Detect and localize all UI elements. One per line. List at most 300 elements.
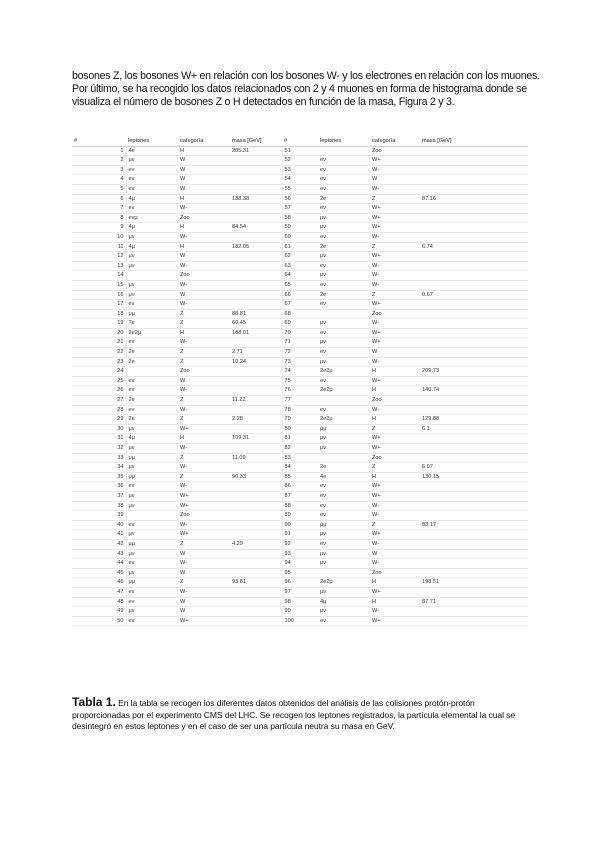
cell-num: 9 xyxy=(72,223,126,233)
cell-mass xyxy=(230,597,282,607)
cell-mass xyxy=(230,405,282,415)
cell-leptons: 4e xyxy=(318,472,370,482)
cell-num: 96 xyxy=(282,578,318,588)
col-header-category-2: categoría xyxy=(370,137,420,146)
cell-category: W+ xyxy=(370,204,420,214)
cell-category: Z xyxy=(370,242,420,252)
cell-category: W+ xyxy=(370,223,420,233)
cell-mass xyxy=(420,232,528,242)
cell-mass: 138.38 xyxy=(230,194,282,204)
cell-num: 92 xyxy=(282,539,318,549)
cell-category: Z xyxy=(178,539,230,549)
cell-mass xyxy=(420,376,528,386)
cell-mass xyxy=(230,568,282,578)
table-caption xyxy=(72,697,532,733)
caption-text: En la tabla se recogen los diferentes datos obtenidos del análisis de las colisiones protón-protón proporcionadas por el experimento CMS del LHC. Se recogen los leptones registrados, la partícula elemental la cual se desintegró en estos leptones y en el caso de ser una partícula neutra su masa en GeV. xyxy=(72,698,516,732)
table-row xyxy=(72,156,528,166)
cell-num: 95 xyxy=(282,568,318,578)
cell-category: W- xyxy=(370,607,420,617)
cell-leptons: μν xyxy=(126,530,178,540)
table-row xyxy=(72,204,528,214)
cell-category: W- xyxy=(178,232,230,242)
cell-num: 39 xyxy=(72,511,126,521)
cell-num: 87 xyxy=(282,491,318,501)
cell-leptons: 2e2μ xyxy=(318,415,370,425)
cell-leptons: μν xyxy=(126,252,178,262)
cell-category: H xyxy=(178,242,230,252)
table-row xyxy=(72,616,528,626)
cell-category: Z xyxy=(178,453,230,463)
cell-category: Z xyxy=(178,396,230,406)
cell-leptons: eν xyxy=(126,386,178,396)
cell-leptons: 2e2μ xyxy=(318,367,370,377)
cell-num: 6 xyxy=(72,194,126,204)
cell-num: 63 xyxy=(282,261,318,271)
cell-num: 4 xyxy=(72,175,126,185)
cell-num: 81 xyxy=(282,434,318,444)
cell-leptons: eν xyxy=(318,175,370,185)
cell-category: Z xyxy=(178,348,230,358)
cell-num: 17 xyxy=(72,300,126,310)
cell-category: Zoo xyxy=(370,146,420,156)
cell-num: 22 xyxy=(72,348,126,358)
cell-category: Z xyxy=(178,578,230,588)
cell-num: 29 xyxy=(72,415,126,425)
cell-mass xyxy=(230,261,282,271)
cell-leptons: μν xyxy=(318,223,370,233)
cell-leptons: eν xyxy=(318,184,370,194)
cell-leptons: μν xyxy=(318,549,370,559)
cell-mass xyxy=(230,184,282,194)
cell-num: 91 xyxy=(282,530,318,540)
cell-num: 31 xyxy=(72,434,126,444)
cell-leptons: μν xyxy=(318,271,370,281)
cell-leptons: eν xyxy=(126,184,178,194)
cell-leptons: eν xyxy=(126,587,178,597)
cell-category: W+ xyxy=(370,587,420,597)
cell-category: Zoo xyxy=(370,396,420,406)
table-row xyxy=(72,501,528,511)
cell-mass xyxy=(420,204,528,214)
cell-num: 12 xyxy=(72,252,126,262)
cell-mass xyxy=(230,338,282,348)
cell-mass xyxy=(230,367,282,377)
cell-leptons: 4μ xyxy=(126,223,178,233)
cell-leptons: μν xyxy=(318,213,370,223)
cell-leptons: μν xyxy=(126,444,178,454)
cell-mass: 198.51 xyxy=(420,578,528,588)
cell-num: 72 xyxy=(282,348,318,358)
cell-mass: 87.16 xyxy=(420,194,528,204)
cell-num: 69 xyxy=(282,319,318,329)
cell-leptons xyxy=(318,396,370,406)
cell-mass: 0.67 xyxy=(420,290,528,300)
intro-paragraph-1: bosones Z, los bosones W+ en relación con los bosones W- y los electrones en relación con los muones. xyxy=(72,70,540,82)
cell-num: 64 xyxy=(282,271,318,281)
cell-mass xyxy=(420,549,528,559)
data-table xyxy=(72,137,528,626)
cell-leptons: 2e xyxy=(126,357,178,367)
cell-leptons: 2e xyxy=(126,348,178,358)
cell-mass xyxy=(420,319,528,329)
table-row xyxy=(72,482,528,492)
cell-leptons: eν xyxy=(318,376,370,386)
cell-leptons: μν xyxy=(318,319,370,329)
cell-leptons: eν xyxy=(318,261,370,271)
cell-category: Z xyxy=(178,319,230,329)
cell-category: H xyxy=(370,386,420,396)
table-row xyxy=(72,232,528,242)
cell-leptons: μν xyxy=(126,607,178,617)
cell-mass: 2.71 xyxy=(230,348,282,358)
table-row xyxy=(72,568,528,578)
table-row xyxy=(72,415,528,425)
cell-mass xyxy=(230,501,282,511)
cell-category: W- xyxy=(370,405,420,415)
cell-mass xyxy=(230,175,282,185)
cell-num: 20 xyxy=(72,328,126,338)
cell-leptons: 2e xyxy=(318,463,370,473)
table-row xyxy=(72,376,528,386)
cell-leptons: eν xyxy=(318,348,370,358)
cell-category: H xyxy=(370,578,420,588)
cell-num: 47 xyxy=(72,587,126,597)
cell-category: W+ xyxy=(370,444,420,454)
cell-mass: 11.22 xyxy=(230,396,282,406)
cell-leptons: eν xyxy=(126,376,178,386)
cell-leptons: eν xyxy=(318,501,370,511)
table-row xyxy=(72,539,528,549)
cell-num: 2 xyxy=(72,156,126,166)
cell-num: 70 xyxy=(282,328,318,338)
table-row xyxy=(72,290,528,300)
cell-mass: 84.54 xyxy=(230,223,282,233)
cell-mass: 130.15 xyxy=(420,472,528,482)
cell-leptons: 2e2μ xyxy=(318,386,370,396)
cell-category: W+ xyxy=(370,434,420,444)
cell-num: 100 xyxy=(282,616,318,626)
cell-leptons: 2e xyxy=(318,242,370,252)
cell-leptons: eν xyxy=(126,482,178,492)
cell-category: W- xyxy=(370,184,420,194)
intro-paragraph-2: Por último, se ha recogido los datos relacionados con 2 y 4 muones en forma de histograma donde se visualiza el número de bosones Z o H detectados en función de la masa, Figura 2 y 3. xyxy=(72,83,527,109)
cell-category: W xyxy=(178,607,230,617)
cell-leptons: μν xyxy=(126,491,178,501)
cell-leptons: 2e2μ xyxy=(318,578,370,588)
cell-leptons: eν xyxy=(318,232,370,242)
cell-mass xyxy=(230,271,282,281)
cell-category: Z xyxy=(178,472,230,482)
cell-category: W xyxy=(370,175,420,185)
cell-num: 76 xyxy=(282,386,318,396)
cell-category: W- xyxy=(178,280,230,290)
cell-mass: 88.81 xyxy=(230,309,282,319)
cell-mass xyxy=(230,607,282,617)
cell-category: W- xyxy=(178,338,230,348)
cell-category: H xyxy=(370,415,420,425)
cell-mass xyxy=(230,232,282,242)
cell-leptons: μμ xyxy=(318,520,370,530)
cell-category: W- xyxy=(178,520,230,530)
table-row xyxy=(72,520,528,530)
cell-leptons: eν xyxy=(318,280,370,290)
cell-mass xyxy=(230,491,282,501)
cell-mass: 188.01 xyxy=(230,328,282,338)
cell-num: 59 xyxy=(282,223,318,233)
cell-leptons xyxy=(318,146,370,156)
cell-num: 83 xyxy=(282,453,318,463)
cell-category: Zoo xyxy=(370,453,420,463)
cell-category: W+ xyxy=(370,616,420,626)
cell-mass xyxy=(230,204,282,214)
cell-mass xyxy=(230,386,282,396)
cell-category: W+ xyxy=(370,300,420,310)
cell-num: 62 xyxy=(282,252,318,262)
cell-leptons: μν xyxy=(126,156,178,166)
cell-leptons: μμ xyxy=(126,472,178,482)
cell-leptons: 4e xyxy=(126,146,178,156)
cell-mass xyxy=(230,511,282,521)
cell-leptons: μν xyxy=(318,357,370,367)
cell-category: Zoo xyxy=(178,271,230,281)
table-row xyxy=(72,261,528,271)
cell-num: 21 xyxy=(72,338,126,348)
cell-num: 65 xyxy=(282,280,318,290)
cell-leptons: 2e2μ xyxy=(126,328,178,338)
cell-leptons: 2e xyxy=(318,290,370,300)
data-table-container xyxy=(72,137,528,626)
cell-category: W+ xyxy=(370,482,420,492)
cell-num: 35 xyxy=(72,472,126,482)
table-row xyxy=(72,242,528,252)
cell-num: 32 xyxy=(72,444,126,454)
cell-num: 77 xyxy=(282,396,318,406)
cell-mass xyxy=(420,607,528,617)
cell-num: 51 xyxy=(282,146,318,156)
cell-leptons: 4μ xyxy=(126,242,178,252)
cell-num: 33 xyxy=(72,453,126,463)
cell-leptons: eνμ xyxy=(126,213,178,223)
cell-mass xyxy=(420,213,528,223)
table-row xyxy=(72,146,528,156)
cell-mass xyxy=(420,156,528,166)
table-row xyxy=(72,472,528,482)
cell-mass: 6.74 xyxy=(420,242,528,252)
cell-num: 46 xyxy=(72,578,126,588)
cell-mass xyxy=(420,396,528,406)
cell-leptons: 2e xyxy=(318,194,370,204)
cell-mass: 11.09 xyxy=(230,453,282,463)
cell-category: W+ xyxy=(370,156,420,166)
cell-num: 30 xyxy=(72,424,126,434)
table-row xyxy=(72,453,528,463)
cell-category: W xyxy=(178,376,230,386)
cell-category: W- xyxy=(178,587,230,597)
cell-num: 11 xyxy=(72,242,126,252)
cell-mass: 6.07 xyxy=(420,463,528,473)
col-header-leptons: leptones xyxy=(126,137,178,146)
cell-num: 82 xyxy=(282,444,318,454)
cell-num: 13 xyxy=(72,261,126,271)
cell-mass xyxy=(420,261,528,271)
cell-category: H xyxy=(178,146,230,156)
cell-category: Zoo xyxy=(370,568,420,578)
cell-mass xyxy=(420,175,528,185)
cell-mass: 140.74 xyxy=(420,386,528,396)
cell-mass xyxy=(230,156,282,166)
table-row xyxy=(72,338,528,348)
cell-leptons: μν xyxy=(318,434,370,444)
cell-category: W xyxy=(370,549,420,559)
cell-category: W+ xyxy=(370,491,420,501)
cell-num: 66 xyxy=(282,290,318,300)
cell-mass xyxy=(420,223,528,233)
cell-leptons: μν xyxy=(318,252,370,262)
cell-leptons: μν xyxy=(318,559,370,569)
table-row xyxy=(72,396,528,406)
cell-num: 79 xyxy=(282,415,318,425)
cell-category: Z xyxy=(370,194,420,204)
cell-num: 38 xyxy=(72,501,126,511)
cell-category: Z xyxy=(178,309,230,319)
cell-mass xyxy=(420,501,528,511)
cell-leptons: 2e xyxy=(126,415,178,425)
cell-category: W- xyxy=(370,539,420,549)
cell-mass xyxy=(420,616,528,626)
cell-num: 3 xyxy=(72,165,126,175)
cell-mass: 60.45 xyxy=(230,319,282,329)
table-row xyxy=(72,463,528,473)
cell-category: W+ xyxy=(178,501,230,511)
cell-mass xyxy=(230,616,282,626)
cell-num: 84 xyxy=(282,463,318,473)
cell-category: H xyxy=(370,367,420,377)
cell-leptons: μμ xyxy=(126,539,178,549)
cell-category: W- xyxy=(178,300,230,310)
cell-leptons: eν xyxy=(126,616,178,626)
cell-num: 15 xyxy=(72,280,126,290)
table-row xyxy=(72,491,528,501)
cell-mass xyxy=(420,146,528,156)
cell-mass xyxy=(420,328,528,338)
cell-num: 36 xyxy=(72,482,126,492)
cell-leptons xyxy=(318,309,370,319)
cell-category: Zoo xyxy=(178,511,230,521)
cell-num: 99 xyxy=(282,607,318,617)
cell-category: Zoo xyxy=(178,367,230,377)
cell-category: W- xyxy=(370,501,420,511)
cell-mass xyxy=(420,184,528,194)
cell-mass xyxy=(420,539,528,549)
cell-num: 41 xyxy=(72,530,126,540)
cell-num: 27 xyxy=(72,396,126,406)
cell-mass xyxy=(420,453,528,463)
cell-num: 61 xyxy=(282,242,318,252)
cell-mass: 205.31 xyxy=(230,146,282,156)
cell-num: 68 xyxy=(282,309,318,319)
cell-num: 25 xyxy=(72,376,126,386)
cell-leptons: μμ xyxy=(126,578,178,588)
table-row xyxy=(72,348,528,358)
cell-leptons: eν xyxy=(318,616,370,626)
cell-num: 49 xyxy=(72,607,126,617)
cell-leptons: μν xyxy=(126,568,178,578)
cell-num: 55 xyxy=(282,184,318,194)
cell-mass xyxy=(420,444,528,454)
table-row xyxy=(72,530,528,540)
cell-category: W+ xyxy=(178,424,230,434)
cell-num: 48 xyxy=(72,597,126,607)
cell-num: 18 xyxy=(72,309,126,319)
cell-mass xyxy=(230,559,282,569)
cell-mass xyxy=(230,482,282,492)
cell-category: W- xyxy=(178,261,230,271)
table-row xyxy=(72,194,528,204)
cell-num: 50 xyxy=(72,616,126,626)
cell-category: W xyxy=(178,597,230,607)
cell-category: W- xyxy=(178,204,230,214)
intro-text xyxy=(72,70,542,110)
col-header-num-2: # xyxy=(282,137,318,146)
cell-category: H xyxy=(178,328,230,338)
table-row xyxy=(72,549,528,559)
table-row xyxy=(72,587,528,597)
cell-category: H xyxy=(370,472,420,482)
table-row xyxy=(72,213,528,223)
cell-category: W+ xyxy=(178,616,230,626)
cell-num: 97 xyxy=(282,587,318,597)
cell-num: 23 xyxy=(72,357,126,367)
cell-category: Zoo xyxy=(178,213,230,223)
cell-category: W- xyxy=(370,280,420,290)
cell-num: 86 xyxy=(282,482,318,492)
cell-mass xyxy=(230,444,282,454)
cell-category: W+ xyxy=(370,376,420,386)
cell-category: W+ xyxy=(370,328,420,338)
cell-category: W- xyxy=(178,559,230,569)
cell-num: 85 xyxy=(282,472,318,482)
cell-category: W- xyxy=(370,319,420,329)
table-row xyxy=(72,578,528,588)
cell-mass xyxy=(420,348,528,358)
col-header-mass: masa [GeV] xyxy=(230,137,282,146)
cell-leptons: eν xyxy=(318,491,370,501)
cell-mass xyxy=(420,271,528,281)
cell-num: 8 xyxy=(72,213,126,223)
cell-leptons xyxy=(126,367,178,377)
cell-mass xyxy=(230,587,282,597)
cell-leptons: eν xyxy=(126,597,178,607)
table-row xyxy=(72,424,528,434)
cell-category: Z xyxy=(178,357,230,367)
cell-leptons xyxy=(318,568,370,578)
cell-num: 54 xyxy=(282,175,318,185)
table-row xyxy=(72,607,528,617)
cell-category: W+ xyxy=(178,491,230,501)
cell-category: W+ xyxy=(370,338,420,348)
cell-num: 16 xyxy=(72,290,126,300)
cell-mass: 93.81 xyxy=(230,578,282,588)
cell-mass xyxy=(420,300,528,310)
cell-leptons: μν xyxy=(126,232,178,242)
cell-leptons: eν xyxy=(318,511,370,521)
cell-mass xyxy=(230,300,282,310)
cell-mass xyxy=(230,165,282,175)
col-header-num: # xyxy=(72,137,126,146)
col-header-category: categoría xyxy=(178,137,230,146)
cell-mass xyxy=(230,530,282,540)
cell-num: 75 xyxy=(282,376,318,386)
